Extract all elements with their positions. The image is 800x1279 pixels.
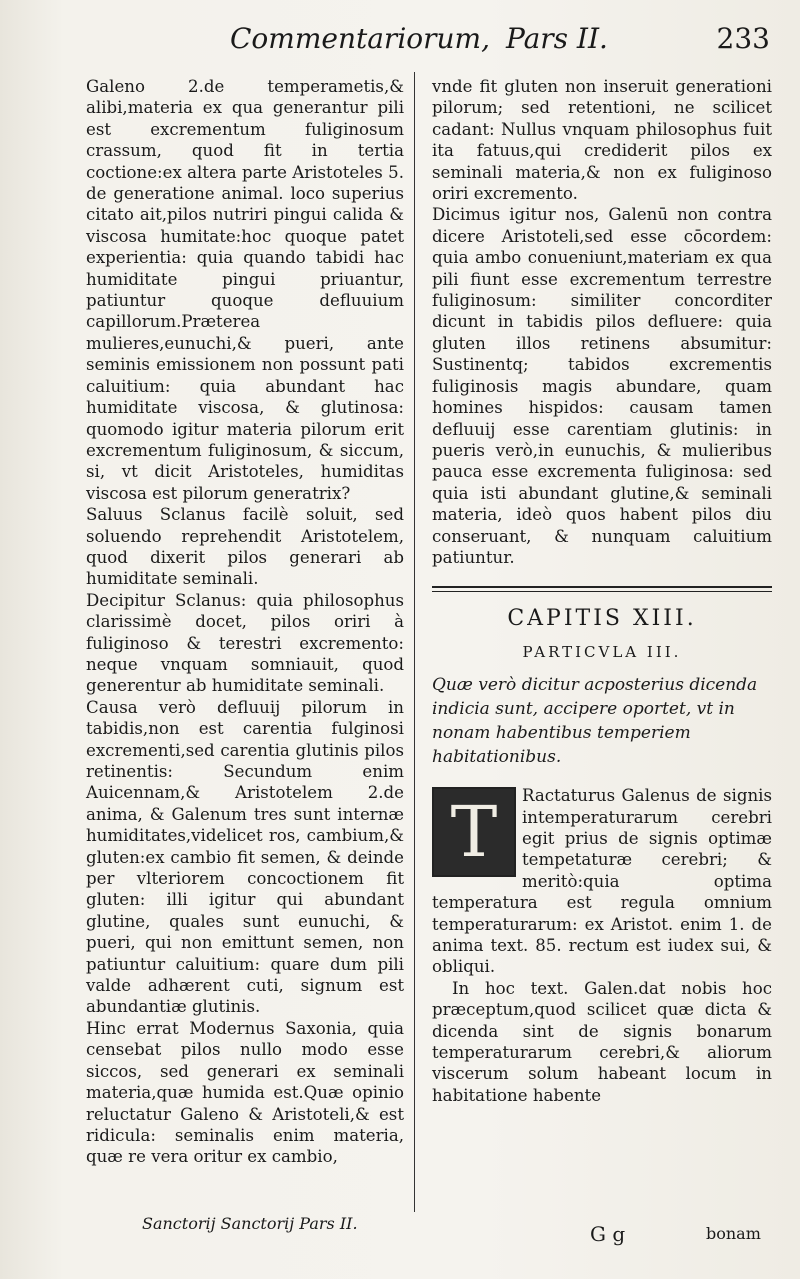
paragraph: Decipitur Sclanus: quia philosophus clarissimè docet, pilos oriri à fuliginoso & terestri excremento: neque vnquam somniauit, quod generentur ab humiditate seminali. — [86, 590, 404, 696]
column-divider — [414, 72, 415, 1212]
page-header — [230, 22, 770, 62]
paragraph: Hinc errat Modernus Saxonia, quia censebat pilos nullo modo esse siccos, sed generari ex seminali materia,quæ humida est.Quæ opinio reluctatur Galeno & Aristoteli,& est ridicula: seminalis enim materia, quæ re vera oritur ex cambio, — [86, 1018, 404, 1167]
chapter-title: CAPITIS XIII. — [507, 606, 697, 632]
paragraph: Ractaturus Galenus de signis intemperaturarum cerebri egit prius de signis optimæ tempetaturæ cerebri; & meritò:quia optima temperatura est regula omnium temperaturarum: ex Aristot. enim 1. de anima text. 85. rectum est iudex sui, & obliqui. — [432, 786, 772, 977]
right-column — [432, 76, 772, 1106]
page-number: 233 — [716, 22, 770, 55]
ornamental-initial — [432, 787, 516, 877]
section-rule — [432, 586, 772, 592]
paragraph: Galeno 2.de temperametis,& alibi,materia ex qua generantur pili est excrementum fuliginosum crassum, quod fit in tertia coctione:ex altera parte Aristoteles 5. de generatione animal. loco superius citato ait,pilos nutriri pingui calida & viscosa humitate:hoc quoque patet experientia: quia quando tabidi hac humiditate pingui priuantur, patiuntur quoque defluuium capillorum.Præterea mulieres,eunuchi,& pueri, ante seminis emissionem non possunt pati caluitium: quia abundant hac humiditate viscosa, & glutinosa: quomodo igitur materia pilorum erit excrementum fuliginosum, & siccum, si, vt dicit Aristoteles, humiditas viscosa est pilorum generatrix? — [86, 77, 404, 503]
initial-letter: T — [450, 791, 498, 874]
running-head-part: Pars II. — [506, 22, 608, 55]
lemma-text: Quæ verò dicitur acposterius dicenda indicia sunt, accipere oportet, vt in nonam habentibus temperiem habitationibus. — [432, 675, 758, 768]
running-head-title: Commentariorum, — [230, 22, 490, 55]
paragraph: vnde fit gluten non inseruit generationi pilorum; sed retentioni, ne scilicet cadant: Nullus vnquam philosophus fuit ita fatuus,qui crediderit pilos ex seminali materia,& non ex fuliginoso oriri excremento. — [432, 77, 772, 204]
paragraph: Causa verò defluuij pilorum in tabidis,non est carentia fulginosi excrementi,sed carentia glutinis pilos retinentis: Secundum enim Auicennam,& Aristotelem 2.de anima, & Galenum tres sunt internæ humiditates,videlicet ros, cambium,& gluten:ex cambio fit semen, & deinde per vlteriorem concoctionem fit gluten: illi igitur qui abundant glutine, quales sunt eunuchi, & pueri, qui non emittunt semen, non patiuntur caluitium: quare dum pili valde adhærent cuti, signum est abundantiæ glutinis. — [86, 697, 404, 1017]
paragraph: Dicimus igitur nos, Galenū non contra dicere Aristoteli,sed esse cōcordem: quia ambo conueniunt,materiam ex qua pili fiunt esse excrementum terrestre fuliginosum: similiter concorditer dicunt in tabidis pilos defluere: quia gluten illos retinens absumitur: Sustinentq; tabidos excrementis fuliginosis magis abundare, quam homines hispidos: causam tamen defluuij esse carentiam glutinis: in pueris verò,in eunuchis, & mulieribus pauca esse excrementa fuliginosa: sed quia isti abundant glutine,& seminali materia, ideò quos habent pilos diu conseruant, & nunquam caluitium patiuntur. — [432, 205, 772, 567]
catchword: bonam — [706, 1224, 761, 1243]
commentary-block — [432, 785, 772, 978]
particula-heading: PARTICVLA III. — [522, 642, 682, 661]
paragraph: In hoc text. Galen.dat nobis hoc præceptum,quod scilicet quæ dicta & dicenda sint de signis bonarum temperaturarum cerebri,& aliorum viscerum solum habeant locum in habitatione habente — [432, 978, 772, 1105]
signature-mark: G g — [590, 1222, 626, 1246]
paragraph: Saluus Sclanus facilè soluit, sed soluendo reprehendit Aristotelem, quod dixerit pilos generari ab humiditate seminali. — [86, 505, 404, 589]
left-column — [86, 76, 404, 1168]
running-footer: Sanctorij Sanctorij Pars II. — [142, 1214, 358, 1233]
